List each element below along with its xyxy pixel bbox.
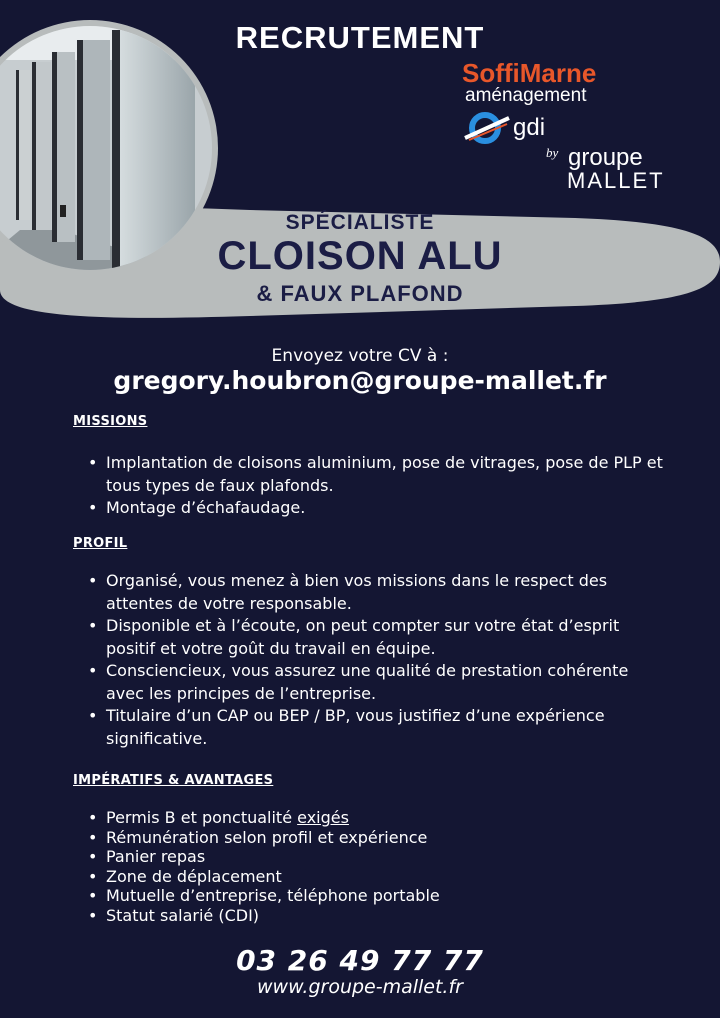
list-item-emphasis: exigés bbox=[297, 808, 349, 827]
list-item: • Disponible et à l’écoute, on peut compter sur votre état d’esprit positif et votre goût du travail en équipe. bbox=[88, 615, 663, 660]
profil-list bbox=[88, 570, 663, 750]
list-item: • Rémunération selon profil et expérience bbox=[88, 828, 663, 848]
list-item: • Mutuelle d’entreprise, téléphone portable bbox=[88, 886, 663, 906]
groupe-mallet-logo-groupe: groupe bbox=[568, 144, 643, 171]
sgdi-swoosh-icon bbox=[463, 110, 511, 146]
list-item: • Consciencieux, vous assurez une qualité de prestation cohérente avec les principes de l’entreprise. bbox=[88, 660, 663, 705]
soffimarne-logo-subtitle: aménagement bbox=[465, 85, 587, 106]
groupe-mallet-logo-mallet: MALLET bbox=[567, 168, 665, 193]
profil-heading: PROFIL bbox=[73, 536, 128, 551]
job-title: CLOISON ALU bbox=[217, 234, 503, 278]
missions-heading: MISSIONS bbox=[73, 414, 148, 429]
list-item: • Implantation de cloisons aluminium, pose de vitrages, pose de PLP et tous types de faux plafonds. bbox=[88, 452, 663, 497]
list-item: • Zone de déplacement bbox=[88, 867, 663, 887]
list-item bbox=[88, 808, 663, 828]
job-subtitle: & FAUX PLAFOND bbox=[256, 281, 464, 306]
sgdi-logo bbox=[463, 110, 545, 146]
list-item: • Organisé, vous menez à bien vos missions dans le respect des attentes de votre responsable. bbox=[88, 570, 663, 615]
imperatifs-heading: IMPÉRATIFS & AVANTAGES bbox=[73, 773, 274, 788]
missions-list bbox=[88, 452, 663, 520]
list-item: • Statut salarié (CDI) bbox=[88, 906, 663, 926]
list-item: • Panier repas bbox=[88, 847, 663, 867]
list-item: • Titulaire d’un CAP ou BEP / BP, vous justifiez d’une expérience significative. bbox=[88, 705, 663, 750]
sgdi-logo-text: gdi bbox=[513, 114, 546, 141]
list-item: • Montage d’échafaudage. bbox=[88, 497, 663, 520]
list-item-text: Permis B et ponctualité bbox=[106, 808, 298, 827]
page-title: RECRUTEMENT bbox=[235, 20, 485, 55]
cv-intro: Envoyez votre CV à : bbox=[271, 346, 449, 366]
contact-phone[interactable]: 03 26 49 77 77 bbox=[236, 944, 484, 977]
website-link[interactable]: www.groupe-mallet.fr bbox=[257, 976, 463, 998]
contact-email-link[interactable]: gregory.houbron@groupe-mallet.fr bbox=[113, 366, 607, 395]
by-label: by bbox=[546, 145, 559, 160]
job-category: SPÉCIALISTE bbox=[285, 211, 435, 234]
soffimarne-logo: SoffiMarne bbox=[462, 58, 597, 88]
imperatifs-list bbox=[88, 808, 663, 925]
